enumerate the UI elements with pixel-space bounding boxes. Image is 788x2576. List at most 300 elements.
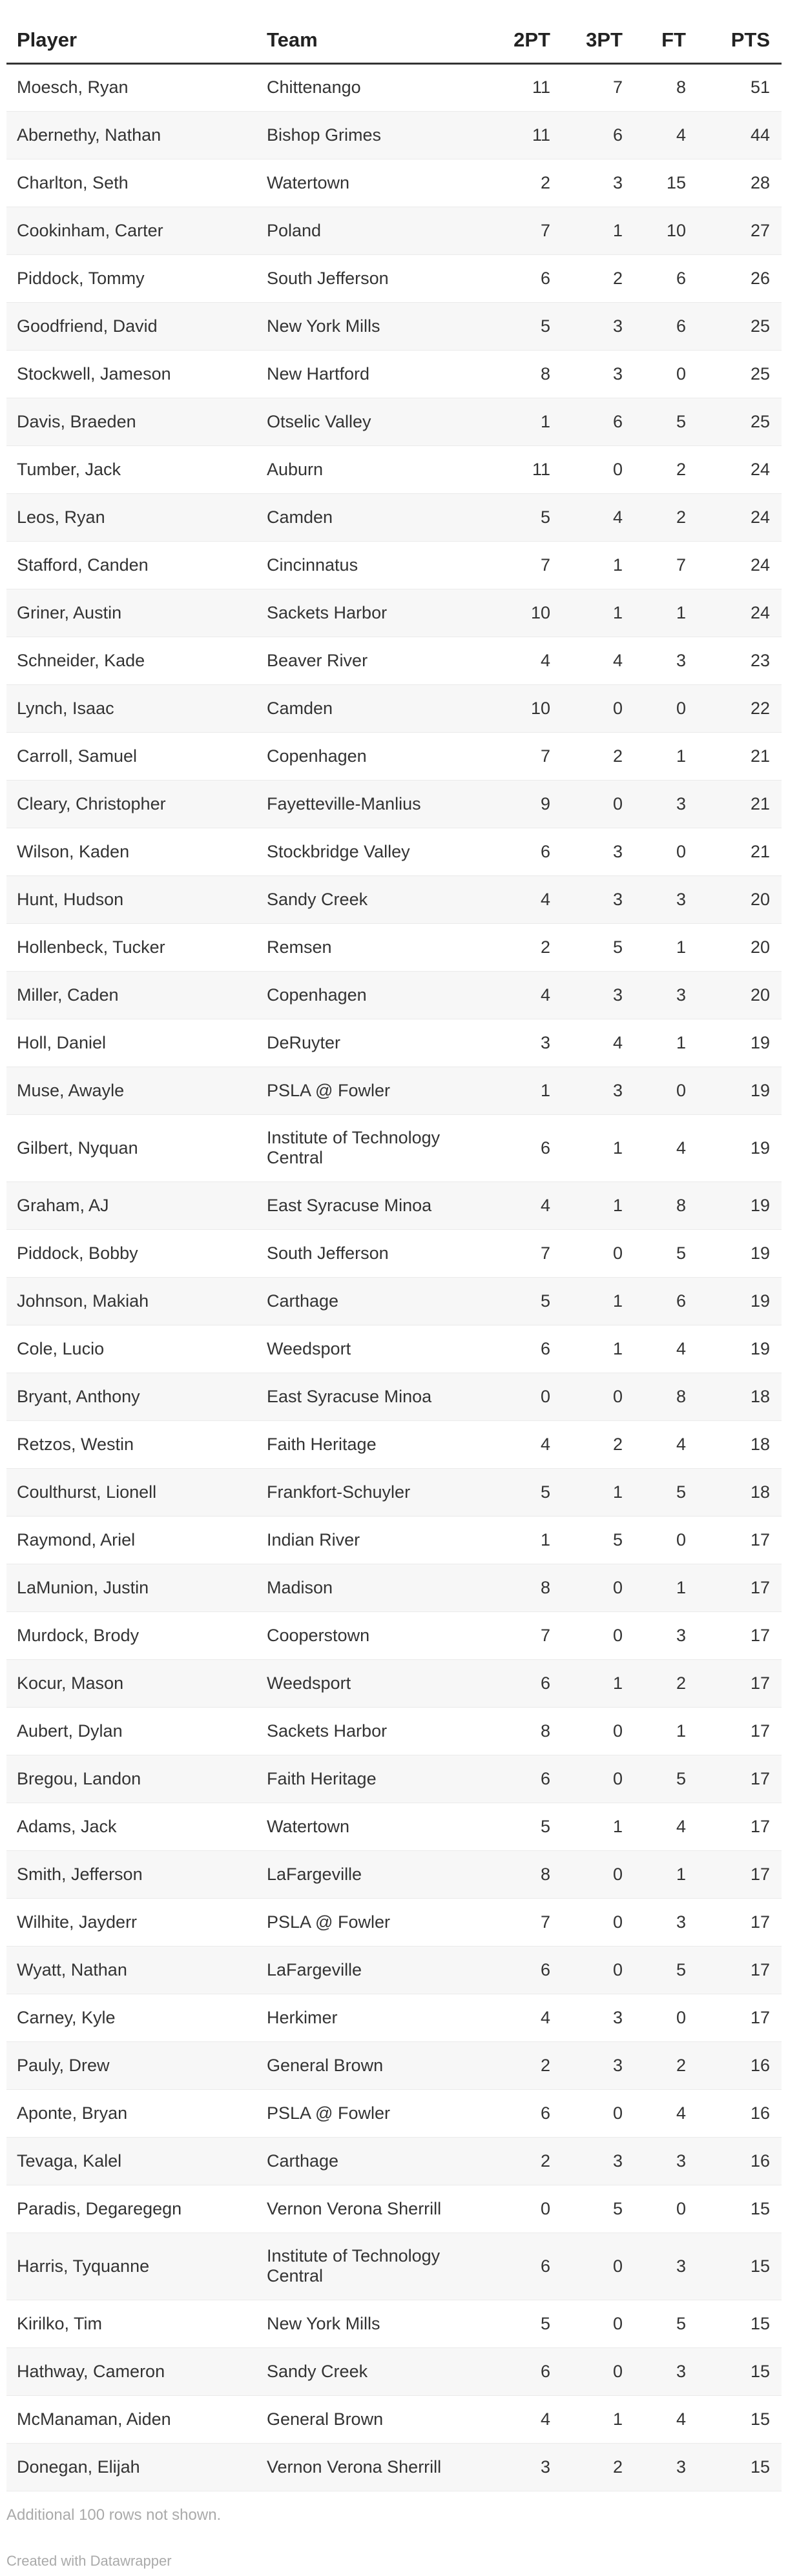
- cell-3pt: 0: [562, 2089, 634, 2137]
- cell-player: Raymond, Ariel: [6, 1516, 256, 1564]
- cell-3pt: 5: [562, 2185, 634, 2233]
- cell-team: Chittenango: [256, 63, 491, 111]
- cell-team: New York Mills: [256, 302, 491, 350]
- cell-team: East Syracuse Minoa: [256, 1373, 491, 1420]
- cell-3pt: 0: [562, 1373, 634, 1420]
- table-row: [6, 1181, 782, 1229]
- cell-pts: 17: [698, 1850, 782, 1898]
- cell-3pt: 2: [562, 2443, 634, 2491]
- cell-team: Frankfort-Schuyler: [256, 1468, 491, 1516]
- table-row: [6, 2089, 782, 2137]
- cell-ft: 6: [634, 1277, 698, 1325]
- cell-2pt: 2: [491, 2137, 562, 2185]
- cell-player: Hathway, Cameron: [6, 2347, 256, 2395]
- cell-ft: 4: [634, 2089, 698, 2137]
- cell-player: Wilson, Kaden: [6, 828, 256, 875]
- cell-3pt: 7: [562, 63, 634, 111]
- cell-pts: 17: [698, 1755, 782, 1803]
- cell-player: Muse, Awayle: [6, 1067, 256, 1114]
- cell-2pt: 8: [491, 350, 562, 398]
- cell-ft: 1: [634, 732, 698, 780]
- cell-2pt: 6: [491, 1325, 562, 1373]
- cell-team: Fayetteville-Manlius: [256, 780, 491, 828]
- cell-2pt: 0: [491, 2185, 562, 2233]
- cell-team: PSLA @ Fowler: [256, 1898, 491, 1946]
- cell-3pt: 5: [562, 1516, 634, 1564]
- table-row: [6, 1994, 782, 2041]
- cell-ft: 3: [634, 1611, 698, 1659]
- cell-2pt: 6: [491, 1755, 562, 1803]
- cell-team: Carthage: [256, 2137, 491, 2185]
- cell-team: Sackets Harbor: [256, 1707, 491, 1755]
- cell-pts: 17: [698, 1516, 782, 1564]
- cell-player: Tevaga, Kalel: [6, 2137, 256, 2185]
- table-row: [6, 780, 782, 828]
- table-row: [6, 1946, 782, 1994]
- cell-3pt: 1: [562, 1114, 634, 1181]
- cell-pts: 19: [698, 1181, 782, 1229]
- table-row: [6, 1803, 782, 1850]
- cell-pts: 25: [698, 302, 782, 350]
- cell-team: Faith Heritage: [256, 1755, 491, 1803]
- cell-pts: 25: [698, 398, 782, 445]
- cell-ft: 4: [634, 1420, 698, 1468]
- cell-3pt: 4: [562, 493, 634, 541]
- cell-pts: 21: [698, 732, 782, 780]
- cell-player: Carroll, Samuel: [6, 732, 256, 780]
- cell-pts: 15: [698, 2300, 782, 2347]
- cell-3pt: 1: [562, 1659, 634, 1707]
- cell-2pt: 5: [491, 302, 562, 350]
- cell-3pt: 1: [562, 589, 634, 637]
- table-row: [6, 1659, 782, 1707]
- cell-3pt: 0: [562, 684, 634, 732]
- cell-ft: 1: [634, 1707, 698, 1755]
- cell-team: Vernon Verona Sherrill: [256, 2185, 491, 2233]
- cell-team: Remsen: [256, 923, 491, 971]
- cell-team: Watertown: [256, 1803, 491, 1850]
- cell-pts: 19: [698, 1114, 782, 1181]
- cell-2pt: 1: [491, 1516, 562, 1564]
- cell-ft: 5: [634, 398, 698, 445]
- cell-ft: 0: [634, 1994, 698, 2041]
- table-row: [6, 1067, 782, 1114]
- credit-line: Created with Datawrapper: [6, 2553, 172, 2569]
- cell-team: New York Mills: [256, 2300, 491, 2347]
- table-row: [6, 159, 782, 207]
- cell-ft: 7: [634, 541, 698, 589]
- cell-player: McManaman, Aiden: [6, 2395, 256, 2443]
- cell-pts: 17: [698, 1659, 782, 1707]
- cell-team: Sackets Harbor: [256, 589, 491, 637]
- cell-pts: 18: [698, 1468, 782, 1516]
- cell-player: Paradis, Degaregegn: [6, 2185, 256, 2233]
- cell-player: Holl, Daniel: [6, 1019, 256, 1067]
- cell-ft: 0: [634, 1067, 698, 1114]
- cell-3pt: 6: [562, 111, 634, 159]
- cell-pts: 15: [698, 2347, 782, 2395]
- cell-team: General Brown: [256, 2395, 491, 2443]
- cell-team: Faith Heritage: [256, 1420, 491, 1468]
- table-row: [6, 1229, 782, 1277]
- cell-ft: 3: [634, 2137, 698, 2185]
- cell-player: Kirilko, Tim: [6, 2300, 256, 2347]
- table-row: [6, 1755, 782, 1803]
- cell-3pt: 2: [562, 1420, 634, 1468]
- cell-ft: 3: [634, 2443, 698, 2491]
- cell-3pt: 6: [562, 398, 634, 445]
- table-row: [6, 2300, 782, 2347]
- cell-pts: 15: [698, 2233, 782, 2300]
- cell-pts: 26: [698, 254, 782, 302]
- cell-team: Otselic Valley: [256, 398, 491, 445]
- cell-ft: 8: [634, 1181, 698, 1229]
- cell-player: Johnson, Makiah: [6, 1277, 256, 1325]
- cell-pts: 18: [698, 1373, 782, 1420]
- cell-pts: 19: [698, 1325, 782, 1373]
- cell-player: Carney, Kyle: [6, 1994, 256, 2041]
- cell-player: Miller, Caden: [6, 971, 256, 1019]
- cell-2pt: 1: [491, 398, 562, 445]
- cell-pts: 24: [698, 541, 782, 589]
- cell-player: Schneider, Kade: [6, 637, 256, 684]
- cell-pts: 16: [698, 2041, 782, 2089]
- cell-2pt: 8: [491, 1564, 562, 1611]
- cell-2pt: 5: [491, 1277, 562, 1325]
- cell-player: Wilhite, Jayderr: [6, 1898, 256, 1946]
- cell-2pt: 10: [491, 589, 562, 637]
- cell-3pt: 0: [562, 1850, 634, 1898]
- table-row: [6, 732, 782, 780]
- cell-ft: 3: [634, 2347, 698, 2395]
- cell-3pt: 0: [562, 1755, 634, 1803]
- cell-2pt: 8: [491, 1850, 562, 1898]
- cell-team: Carthage: [256, 1277, 491, 1325]
- cell-team: Weedsport: [256, 1325, 491, 1373]
- cell-2pt: 6: [491, 1659, 562, 1707]
- cell-pts: 16: [698, 2089, 782, 2137]
- header-pts[interactable]: PTS: [698, 18, 782, 63]
- cell-2pt: 9: [491, 780, 562, 828]
- table-row: [6, 398, 782, 445]
- table-row: [6, 111, 782, 159]
- cell-2pt: 5: [491, 2300, 562, 2347]
- cell-3pt: 3: [562, 1994, 634, 2041]
- cell-ft: 3: [634, 971, 698, 1019]
- cell-pts: 18: [698, 1420, 782, 1468]
- cell-player: Charlton, Seth: [6, 159, 256, 207]
- cell-player: Retzos, Westin: [6, 1420, 256, 1468]
- footer-note: Additional 100 rows not shown.: [6, 2506, 222, 2524]
- table-row: [6, 2443, 782, 2491]
- table-row: [6, 589, 782, 637]
- cell-team: General Brown: [256, 2041, 491, 2089]
- cell-player: Pauly, Drew: [6, 2041, 256, 2089]
- header-2pt[interactable]: 2PT: [491, 18, 562, 63]
- cell-player: Hunt, Hudson: [6, 875, 256, 923]
- cell-team: LaFargeville: [256, 1850, 491, 1898]
- cell-2pt: 7: [491, 541, 562, 589]
- table-row: [6, 875, 782, 923]
- cell-pts: 16: [698, 2137, 782, 2185]
- cell-pts: 15: [698, 2185, 782, 2233]
- cell-ft: 3: [634, 2233, 698, 2300]
- cell-pts: 20: [698, 971, 782, 1019]
- cell-3pt: 1: [562, 1277, 634, 1325]
- cell-team: Copenhagen: [256, 971, 491, 1019]
- cell-3pt: 2: [562, 732, 634, 780]
- cell-2pt: 7: [491, 1611, 562, 1659]
- cell-ft: 0: [634, 2185, 698, 2233]
- cell-3pt: 0: [562, 1611, 634, 1659]
- cell-ft: 1: [634, 1564, 698, 1611]
- table-row: [6, 1277, 782, 1325]
- cell-team: PSLA @ Fowler: [256, 2089, 491, 2137]
- table-body: [6, 63, 782, 2491]
- cell-pts: 20: [698, 875, 782, 923]
- table-row: [6, 1114, 782, 1181]
- cell-ft: 3: [634, 1898, 698, 1946]
- cell-pts: 17: [698, 1564, 782, 1611]
- cell-team: Indian River: [256, 1516, 491, 1564]
- cell-2pt: 6: [491, 2347, 562, 2395]
- cell-3pt: 1: [562, 1325, 634, 1373]
- cell-player: Donegan, Elijah: [6, 2443, 256, 2491]
- cell-team: Cincinnatus: [256, 541, 491, 589]
- cell-pts: 19: [698, 1277, 782, 1325]
- cell-3pt: 4: [562, 637, 634, 684]
- cell-team: Institute of Technology Central: [256, 1114, 491, 1181]
- table-row: [6, 637, 782, 684]
- cell-2pt: 4: [491, 1420, 562, 1468]
- cell-player: Coulthurst, Lionell: [6, 1468, 256, 1516]
- cell-ft: 2: [634, 493, 698, 541]
- cell-2pt: 4: [491, 875, 562, 923]
- cell-player: Cookinham, Carter: [6, 207, 256, 254]
- cell-pts: 25: [698, 350, 782, 398]
- table-row: [6, 541, 782, 589]
- cell-2pt: 7: [491, 732, 562, 780]
- cell-team: Camden: [256, 684, 491, 732]
- cell-player: Goodfriend, David: [6, 302, 256, 350]
- cell-pts: 24: [698, 589, 782, 637]
- cell-team: Weedsport: [256, 1659, 491, 1707]
- cell-ft: 3: [634, 875, 698, 923]
- cell-ft: 0: [634, 1516, 698, 1564]
- cell-2pt: 5: [491, 1803, 562, 1850]
- cell-2pt: 2: [491, 159, 562, 207]
- cell-3pt: 4: [562, 1019, 634, 1067]
- cell-3pt: 0: [562, 2300, 634, 2347]
- header-ft[interactable]: FT: [634, 18, 698, 63]
- cell-pts: 20: [698, 923, 782, 971]
- cell-team: Sandy Creek: [256, 875, 491, 923]
- cell-3pt: 1: [562, 541, 634, 589]
- cell-ft: 8: [634, 1373, 698, 1420]
- cell-2pt: 7: [491, 207, 562, 254]
- header-team[interactable]: Team: [256, 18, 491, 63]
- cell-player: Aponte, Bryan: [6, 2089, 256, 2137]
- cell-ft: 2: [634, 2041, 698, 2089]
- cell-ft: 5: [634, 2300, 698, 2347]
- cell-2pt: 8: [491, 1707, 562, 1755]
- cell-player: Cole, Lucio: [6, 1325, 256, 1373]
- cell-3pt: 1: [562, 1803, 634, 1850]
- table-row: [6, 1516, 782, 1564]
- cell-player: Aubert, Dylan: [6, 1707, 256, 1755]
- table-row: [6, 350, 782, 398]
- cell-2pt: 4: [491, 637, 562, 684]
- cell-2pt: 4: [491, 1181, 562, 1229]
- cell-2pt: 2: [491, 2041, 562, 2089]
- cell-player: Graham, AJ: [6, 1181, 256, 1229]
- cell-pts: 19: [698, 1229, 782, 1277]
- cell-player: Stafford, Canden: [6, 541, 256, 589]
- cell-ft: 0: [634, 350, 698, 398]
- cell-player: Lynch, Isaac: [6, 684, 256, 732]
- table-row: [6, 1611, 782, 1659]
- cell-pts: 21: [698, 828, 782, 875]
- cell-pts: 28: [698, 159, 782, 207]
- cell-team: Auburn: [256, 445, 491, 493]
- cell-ft: 1: [634, 1850, 698, 1898]
- cell-2pt: 6: [491, 1946, 562, 1994]
- cell-3pt: 3: [562, 1067, 634, 1114]
- cell-player: Stockwell, Jameson: [6, 350, 256, 398]
- cell-pts: 15: [698, 2443, 782, 2491]
- table-row: [6, 2347, 782, 2395]
- cell-3pt: 0: [562, 1898, 634, 1946]
- cell-ft: 1: [634, 923, 698, 971]
- cell-3pt: 3: [562, 875, 634, 923]
- cell-3pt: 1: [562, 1181, 634, 1229]
- cell-pts: 17: [698, 1994, 782, 2041]
- cell-ft: 4: [634, 2395, 698, 2443]
- cell-ft: 3: [634, 780, 698, 828]
- cell-pts: 17: [698, 1898, 782, 1946]
- table-row: [6, 2395, 782, 2443]
- cell-ft: 5: [634, 1755, 698, 1803]
- cell-player: Bregou, Landon: [6, 1755, 256, 1803]
- cell-3pt: 2: [562, 254, 634, 302]
- header-player[interactable]: Player: [6, 18, 256, 63]
- cell-team: PSLA @ Fowler: [256, 1067, 491, 1114]
- cell-ft: 3: [634, 637, 698, 684]
- scoring-table: [6, 18, 782, 2491]
- cell-3pt: 3: [562, 302, 634, 350]
- cell-pts: 15: [698, 2395, 782, 2443]
- cell-ft: 4: [634, 1114, 698, 1181]
- cell-player: Wyatt, Nathan: [6, 1946, 256, 1994]
- cell-ft: 0: [634, 684, 698, 732]
- cell-3pt: 3: [562, 159, 634, 207]
- table-row: [6, 1564, 782, 1611]
- cell-2pt: 4: [491, 1994, 562, 2041]
- cell-pts: 17: [698, 1803, 782, 1850]
- cell-player: Piddock, Tommy: [6, 254, 256, 302]
- cell-player: Davis, Braeden: [6, 398, 256, 445]
- cell-player: Bryant, Anthony: [6, 1373, 256, 1420]
- cell-2pt: 7: [491, 1229, 562, 1277]
- header-3pt[interactable]: 3PT: [562, 18, 634, 63]
- cell-3pt: 0: [562, 2233, 634, 2300]
- cell-2pt: 6: [491, 1114, 562, 1181]
- cell-team: Copenhagen: [256, 732, 491, 780]
- cell-pts: 19: [698, 1019, 782, 1067]
- table-row: [6, 493, 782, 541]
- cell-3pt: 3: [562, 828, 634, 875]
- table-row: [6, 684, 782, 732]
- cell-team: Cooperstown: [256, 1611, 491, 1659]
- cell-2pt: 5: [491, 493, 562, 541]
- cell-ft: 0: [634, 828, 698, 875]
- cell-3pt: 0: [562, 1564, 634, 1611]
- cell-player: Adams, Jack: [6, 1803, 256, 1850]
- cell-2pt: 6: [491, 828, 562, 875]
- table-row: [6, 2185, 782, 2233]
- table-row: [6, 207, 782, 254]
- cell-3pt: 3: [562, 2041, 634, 2089]
- cell-ft: 4: [634, 1325, 698, 1373]
- cell-3pt: 0: [562, 2347, 634, 2395]
- table-row: [6, 63, 782, 111]
- cell-3pt: 0: [562, 1946, 634, 1994]
- cell-ft: 8: [634, 63, 698, 111]
- cell-2pt: 7: [491, 1898, 562, 1946]
- cell-team: Institute of Technology Central: [256, 2233, 491, 2300]
- cell-player: Hollenbeck, Tucker: [6, 923, 256, 971]
- cell-player: Griner, Austin: [6, 589, 256, 637]
- cell-ft: 1: [634, 589, 698, 637]
- cell-team: East Syracuse Minoa: [256, 1181, 491, 1229]
- cell-team: Beaver River: [256, 637, 491, 684]
- table-row: [6, 1850, 782, 1898]
- cell-ft: 2: [634, 445, 698, 493]
- cell-ft: 4: [634, 1803, 698, 1850]
- cell-ft: 2: [634, 1659, 698, 1707]
- cell-2pt: 10: [491, 684, 562, 732]
- cell-pts: 21: [698, 780, 782, 828]
- cell-player: Gilbert, Nyquan: [6, 1114, 256, 1181]
- cell-player: Leos, Ryan: [6, 493, 256, 541]
- cell-team: DeRuyter: [256, 1019, 491, 1067]
- cell-2pt: 5: [491, 1468, 562, 1516]
- cell-pts: 23: [698, 637, 782, 684]
- table-row: [6, 828, 782, 875]
- cell-2pt: 3: [491, 2443, 562, 2491]
- cell-team: Stockbridge Valley: [256, 828, 491, 875]
- table-row: [6, 2233, 782, 2300]
- cell-3pt: 1: [562, 1468, 634, 1516]
- table-row: [6, 1468, 782, 1516]
- cell-team: Watertown: [256, 159, 491, 207]
- cell-team: Herkimer: [256, 1994, 491, 2041]
- cell-ft: 10: [634, 207, 698, 254]
- cell-team: Camden: [256, 493, 491, 541]
- cell-ft: 15: [634, 159, 698, 207]
- cell-team: Poland: [256, 207, 491, 254]
- cell-3pt: 3: [562, 971, 634, 1019]
- table-row: [6, 971, 782, 1019]
- cell-player: Tumber, Jack: [6, 445, 256, 493]
- cell-team: South Jefferson: [256, 254, 491, 302]
- table-header-row: [6, 18, 782, 63]
- cell-team: Bishop Grimes: [256, 111, 491, 159]
- cell-3pt: 3: [562, 2137, 634, 2185]
- table-row: [6, 1019, 782, 1067]
- cell-pts: 22: [698, 684, 782, 732]
- cell-player: Murdock, Brody: [6, 1611, 256, 1659]
